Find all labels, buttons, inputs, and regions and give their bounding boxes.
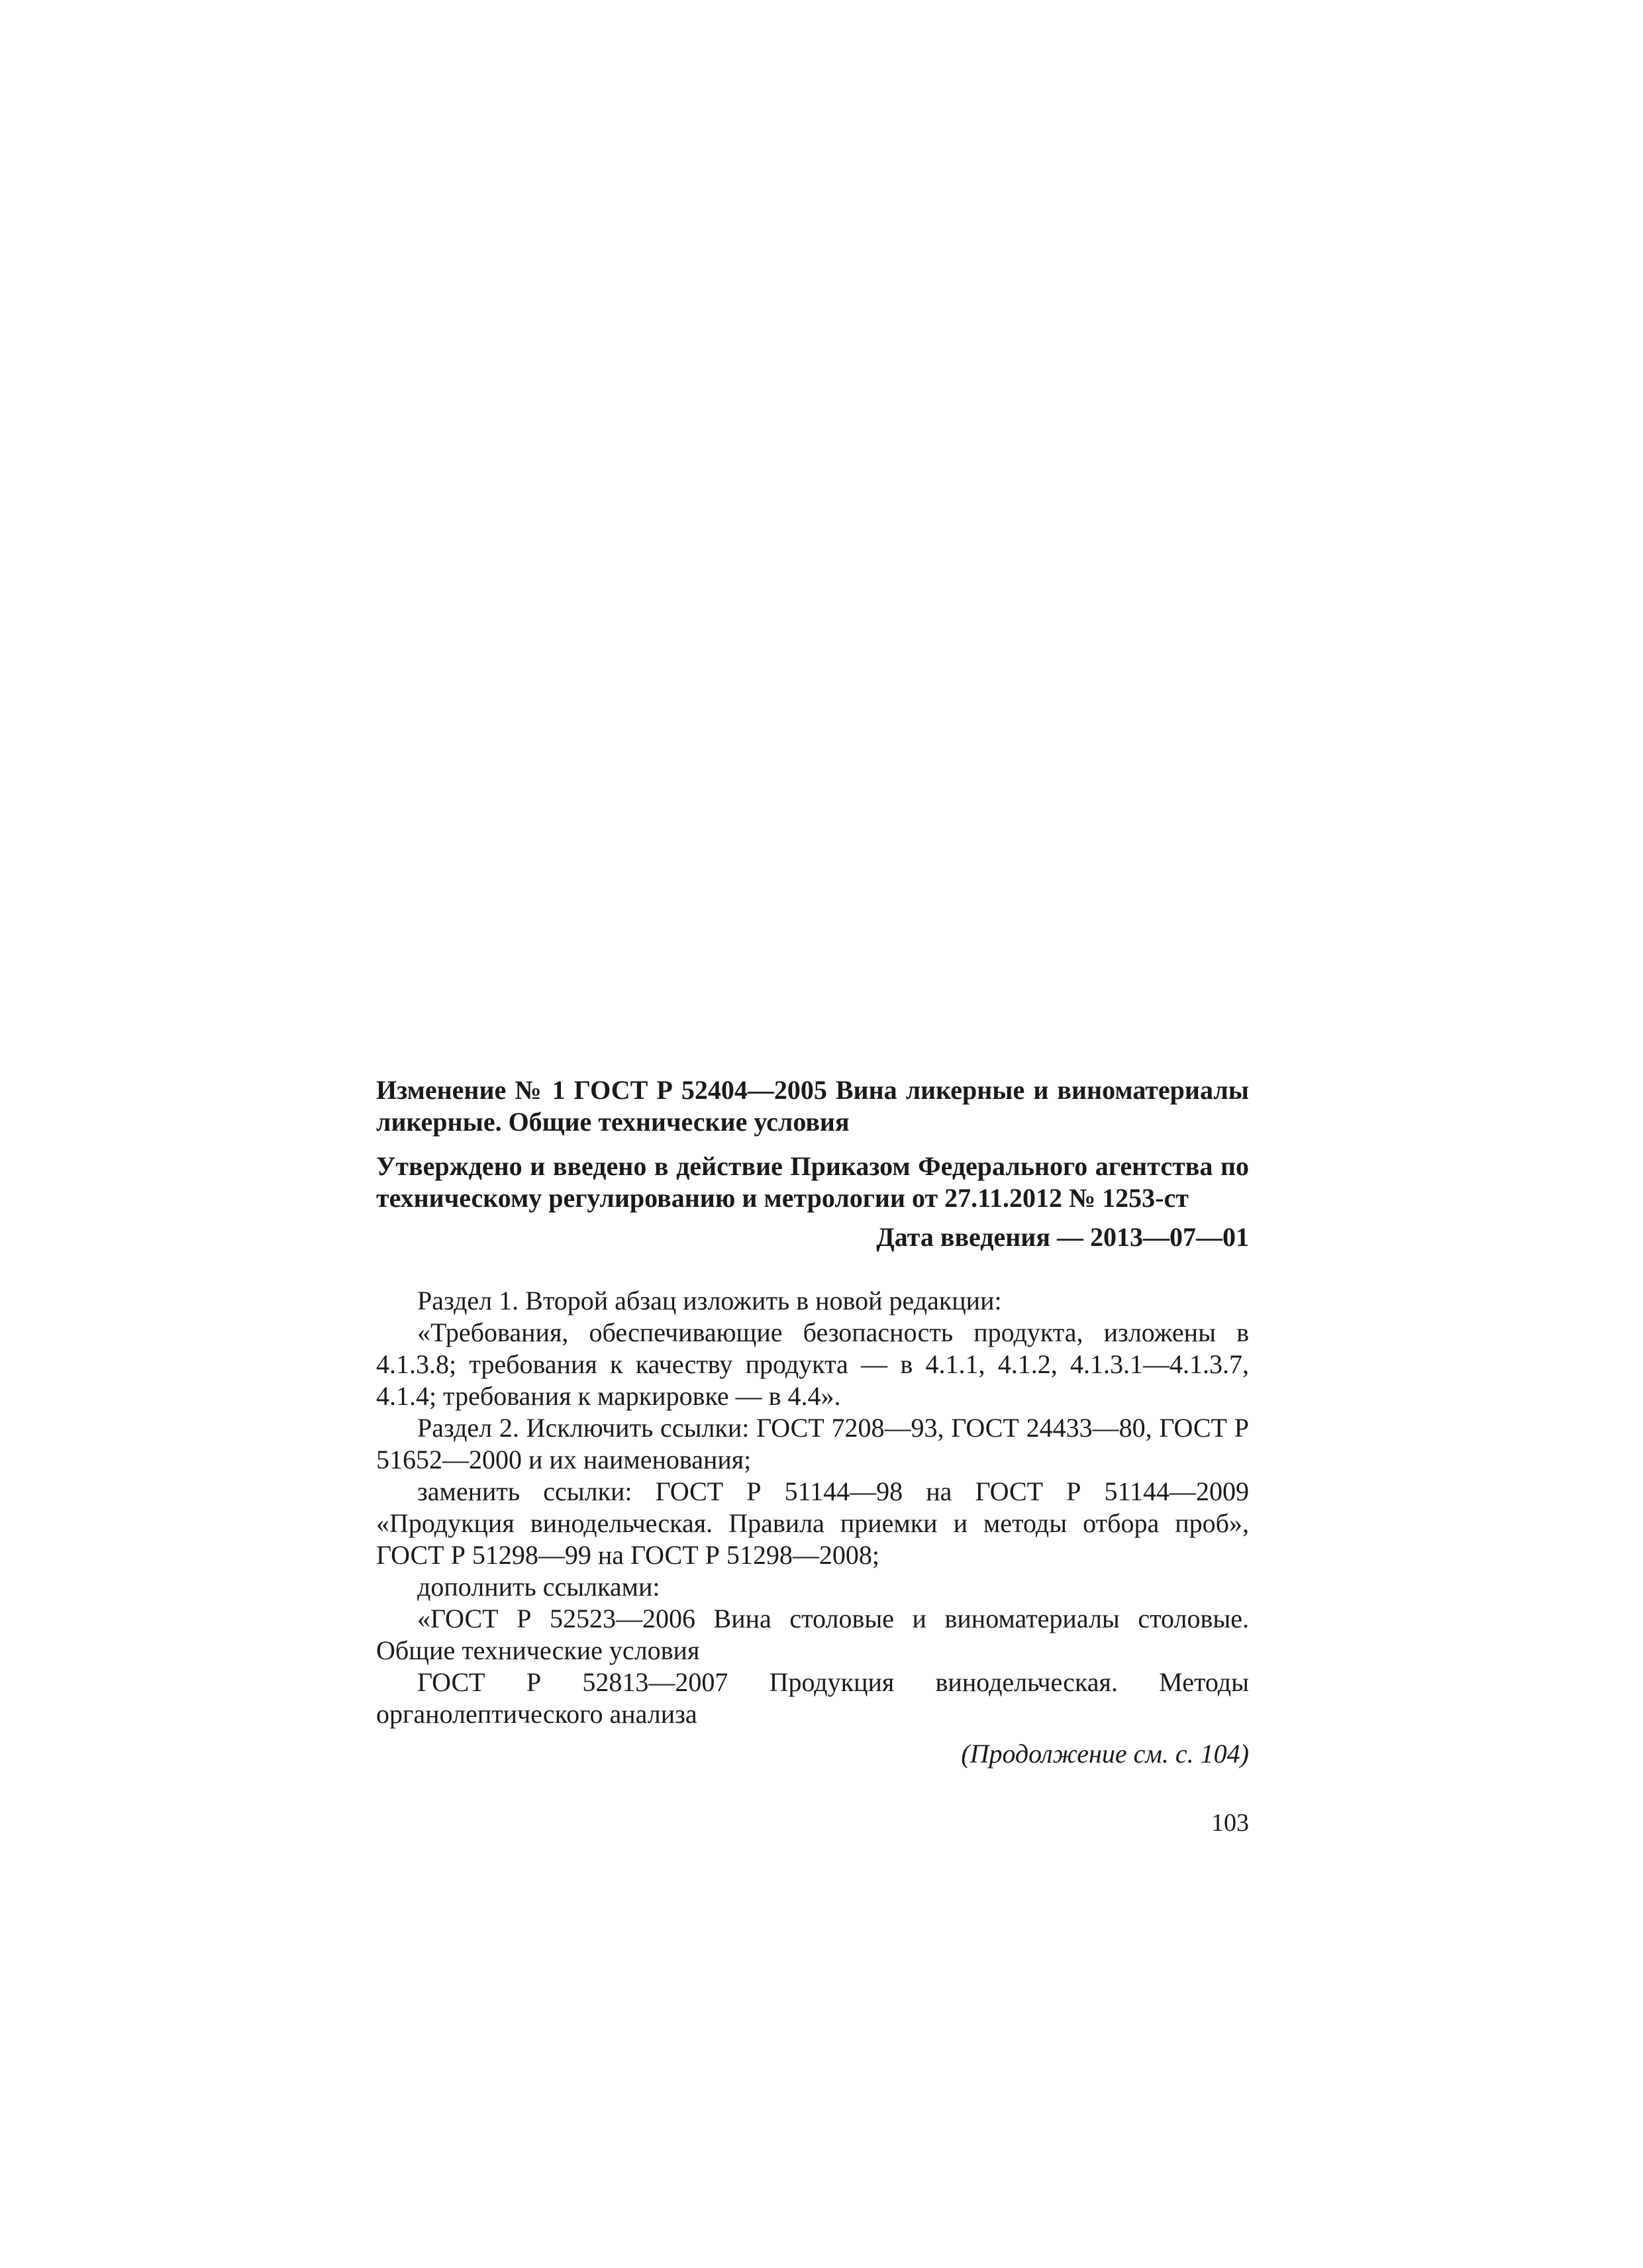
page-number: 103	[1211, 1809, 1249, 1837]
paragraph: «Требования, обеспечивающие безопасность продукта, изложены в 4.1.3.8; требования к качеству продукта — в 4.1.1, 4.1.2, 4.1.3.1—4.1.3.7, 4.1.4; требования к маркировке — в 4.4».	[376, 1317, 1249, 1411]
paragraph: ГОСТ Р 52813—2007 Продукция винодельческая. Методы органолептического анализа	[376, 1667, 1249, 1729]
amendment-title: Изменение № 1 ГОСТ Р 52404—2005 Вина ликерные и виноматериалы ликерные. Общие технические условия	[376, 1075, 1249, 1137]
approval-text: Утверждено и введено в действие Приказом Федерального агентства по техническому регулированию и метрологии от 27.11.2012 № 1253-ст	[376, 1151, 1249, 1213]
continuation-note: (Продолжение см. с. 104)	[961, 1739, 1249, 1769]
paragraph: дополнить ссылками:	[417, 1572, 660, 1602]
paragraph: заменить ссылки: ГОСТ Р 51144—98 на ГОСТ Р 51144—2009 «Продукция винодельческая. Правила приемки и методы отбора проб», ГОСТ Р 51298—99 на ГОСТ Р 51298—2008;	[376, 1476, 1249, 1570]
effective-date: Дата введения — 2013—07—01	[876, 1222, 1249, 1252]
paragraph: «ГОСТ Р 52523—2006 Вина столовые и виноматериалы столовые. Общие технические условия	[376, 1604, 1249, 1665]
paragraph: Раздел 2. Исключить ссылки: ГОСТ 7208—93, ГОСТ 24433—80, ГОСТ Р 51652—2000 и их наименования;	[376, 1413, 1249, 1474]
amendment-body	[376, 1285, 1249, 1730]
paragraph: Раздел 1. Второй абзац изложить в новой редакции:	[417, 1286, 1002, 1315]
